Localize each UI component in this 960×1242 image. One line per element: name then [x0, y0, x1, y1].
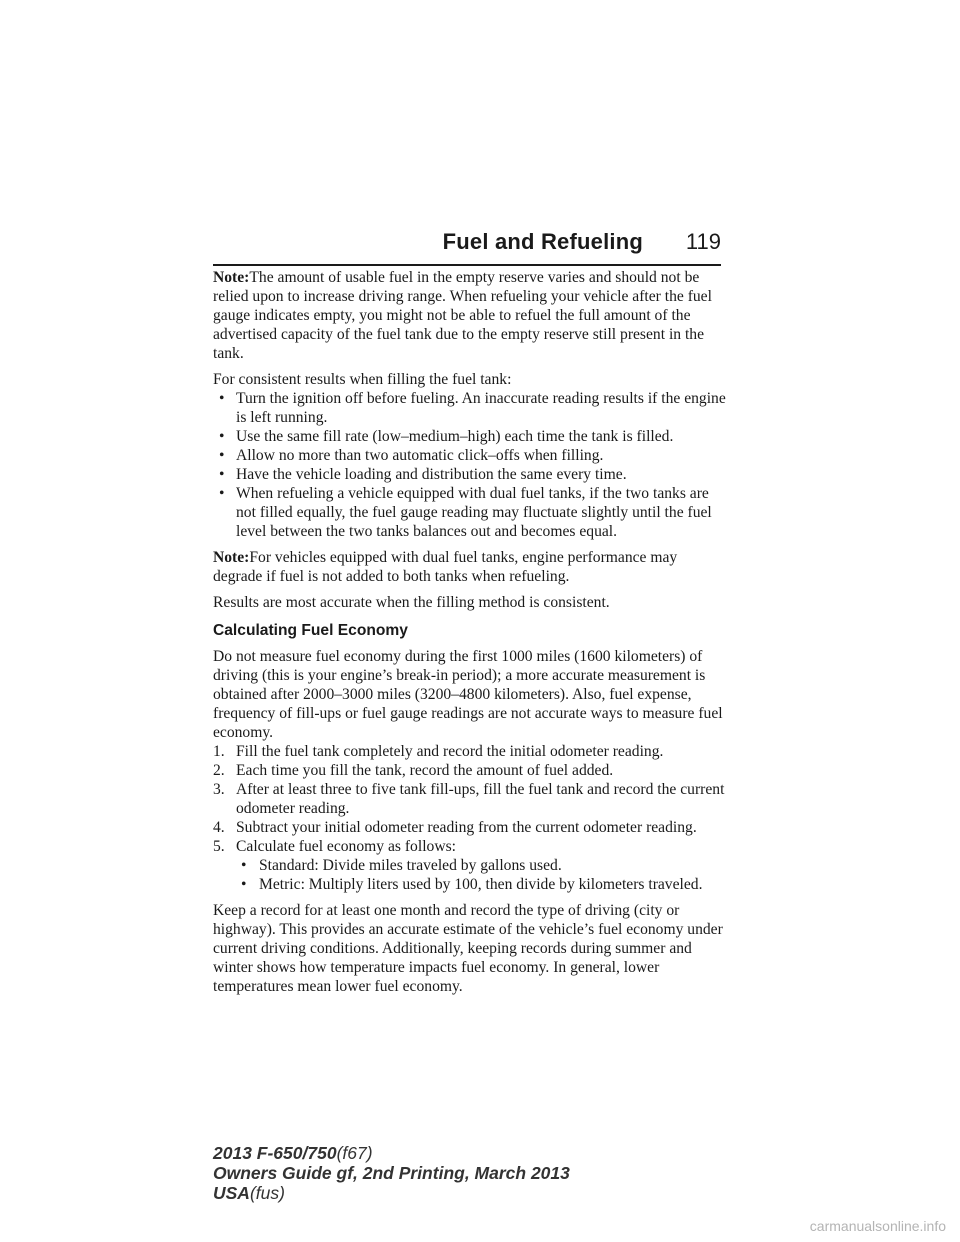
bullet-icon: • [241, 857, 247, 874]
steps-list [213, 742, 728, 894]
closing-paragraph: Keep a record for at least one month and record the type of driving (city or highway). This provides an accurate estimate of the vehicle’s fuel economy under current driving conditions. Additionally, keeping records during summer and winter shows how temperature impacts fuel economy. In general, lower temperatures mean lower fuel economy. [213, 902, 723, 995]
section-title: Fuel and Refueling [442, 229, 643, 254]
section-heading: Calculating Fuel Economy [213, 622, 408, 639]
footer-market-code: (fus) [249, 1183, 285, 1203]
list-item-text: Standard: Divide miles traveled by gallons used. [259, 857, 562, 874]
bullet-icon: • [219, 466, 225, 483]
bullet-icon: • [241, 876, 247, 893]
step-text: Calculate fuel economy as follows: [236, 838, 456, 855]
note-paragraph [213, 548, 728, 586]
step-item [213, 818, 728, 837]
list-item [213, 389, 728, 427]
step-item [213, 742, 728, 761]
note-label: Note: [213, 549, 250, 566]
note-text: For vehicles equipped with dual fuel tanks, engine performance may degrade if fuel is not added to both tanks when refueling. [213, 549, 678, 585]
list-item [213, 446, 728, 465]
bullet-icon: • [219, 485, 225, 502]
list-item-text: Have the vehicle loading and distribution the same every time. [236, 466, 627, 483]
calculation-methods-list [236, 856, 728, 894]
note-label: Note: [213, 269, 250, 286]
footer-market-line [213, 1183, 733, 1203]
step-text: Fill the fuel tank completely and record the initial odometer reading. [236, 743, 664, 760]
step-text: Each time you fill the tank, record the amount of fuel added. [236, 762, 614, 779]
consistent-intro: For consistent results when filling the fuel tank: [213, 371, 512, 388]
list-item-text: Turn the ignition off before fueling. An inaccurate reading results if the engine is left running. [236, 390, 726, 426]
note-paragraph [213, 268, 728, 363]
step-text: Subtract your initial odometer reading from the current odometer reading. [236, 819, 697, 836]
step-item [213, 837, 728, 856]
list-item [213, 465, 728, 484]
step-number: 4. [213, 819, 225, 836]
list-item-text: Allow no more than two automatic click–offs when filling. [236, 447, 604, 464]
step-item [213, 761, 728, 780]
page-header [213, 228, 721, 266]
list-item [213, 427, 728, 446]
list-item [213, 484, 728, 541]
footer-model-code: (f67) [336, 1143, 373, 1163]
note-text: The amount of usable fuel in the empty reserve varies and should not be relied upon to increase driving range. When refueling your vehicle after the fuel gauge indicates empty, you might not be able to refuel the full amount of the advertised capacity of the fuel tank due to the empty reserve still present in the tank. [213, 269, 712, 362]
bullet-icon: • [219, 428, 225, 445]
footer-model: 2013 F-650/750 [213, 1143, 337, 1163]
page-body [213, 268, 728, 1003]
results-paragraph: Results are most accurate when the filling method is consistent. [213, 594, 610, 611]
step-number: 3. [213, 781, 225, 798]
bullet-icon: • [219, 447, 225, 464]
page-footer [213, 1143, 733, 1203]
watermark: carmanualsonline.info [809, 1218, 946, 1234]
footer-guide-line: Owners Guide gf, 2nd Printing, March 2013 [213, 1163, 570, 1183]
step-text: After at least three to five tank fill-ups, fill the fuel tank and record the current odometer reading. [236, 781, 725, 817]
section-intro: Do not measure fuel economy during the first 1000 miles (1600 kilometers) of driving (this is your engine’s break-in period); a more accurate measurement is obtained after 2000–3000 miles (3200–4800 kilometers). Also, fuel expense, frequency of fill-ups or fuel gauge readings are not accurate ways to measure fuel economy. [213, 648, 723, 741]
list-item-text: Use the same fill rate (low–medium–high) each time the tank is filled. [236, 428, 674, 445]
step-number: 5. [213, 838, 225, 855]
footer-market: USA [213, 1183, 250, 1203]
list-item [236, 856, 728, 875]
list-item-text: When refueling a vehicle equipped with dual fuel tanks, if the two tanks are not filled equally, the fuel gauge reading may fluctuate slightly until the fuel level between the two tanks balances out and becomes equal. [236, 485, 712, 540]
step-item [213, 780, 728, 818]
list-item [236, 875, 728, 894]
step-number: 2. [213, 762, 225, 779]
page-number: 119 [685, 229, 721, 254]
list-item-text: Metric: Multiply liters used by 100, then divide by kilometers traveled. [259, 876, 703, 893]
footer-model-line [213, 1143, 733, 1163]
step-number: 1. [213, 743, 225, 760]
bullet-icon: • [219, 390, 225, 407]
filling-tips-list [213, 389, 728, 541]
